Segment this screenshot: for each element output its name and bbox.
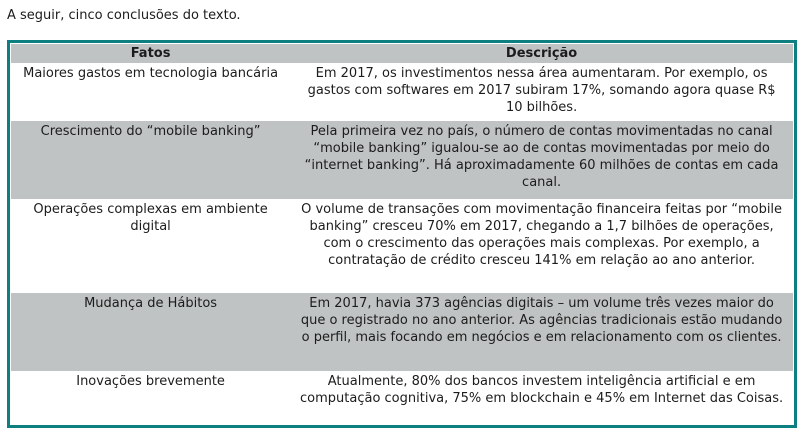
fato-cell: Maiores gastos em tecnologia bancária [23,66,279,81]
column-header-fatos: Fatos [11,44,290,63]
table-header-row [11,44,793,63]
descricao-cell: Atualmente, 80% dos bancos investem inteligência artificial e em computação cognitiva, 75% em blockchain e 45% em Internet das Coisas. [300,374,784,406]
intro-text: A seguir, cinco conclusões do texto. [7,8,241,23]
descricao-cell: Em 2017, havia 373 agências digitais – um volume três vezes maior do que o registrado no ano anterior. As agências tradicionais estão mudando o perfil, mais focando em negócios e em relacionamento com os clientes. [290,293,793,371]
descricao-cell: Em 2017, os investimentos nessa área aumentaram. Por exemplo, os gastos com softwares em 2017 subiram 17%, somando agora quase R$ 10 bilhões. [307,66,776,115]
descricao-cell: O volume de transações com movimentação financeira feitas por “mobile banking” cresceu 70% em 2017, chegando a 1,7 bilhões de operações, com o crescimento das operações mais complexas. Por exemplo, a contratação de crédito cresceu 141% em relação ao ano anterior. [301,202,783,268]
table-row [11,293,793,371]
table-row [11,63,793,121]
conclusions-table-frame [7,40,797,428]
table-row [11,199,793,293]
table-row [11,121,793,199]
fato-cell: Crescimento do “mobile banking” [11,121,290,199]
descricao-cell: Pela primeira vez no país, o número de contas movimentadas no canal “mobile banking” igualou-se ao de contas movimentadas por meio do “internet banking”. Há aproximadamente 60 milhões de contas em cada canal. [290,121,793,199]
fato-cell: Operações complexas em ambiente digital [33,202,268,234]
conclusions-table [11,44,793,424]
fato-cell: Inovações brevemente [76,374,225,389]
table-row [11,371,793,424]
fato-cell: Mudança de Hábitos [11,293,290,371]
column-header-descricao: Descrição [290,44,793,63]
